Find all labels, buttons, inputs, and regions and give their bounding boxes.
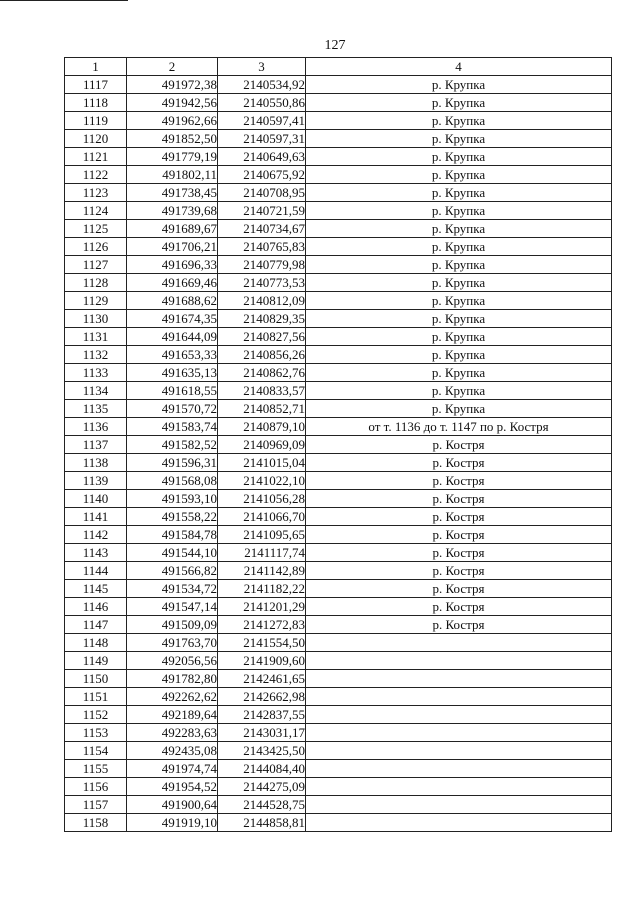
y-coordinate-cell: 2140734,67 <box>218 220 306 238</box>
y-coordinate-cell: 2140534,92 <box>218 76 306 94</box>
coordinates-table <box>64 57 612 832</box>
table-row <box>65 508 612 526</box>
y-coordinate-cell: 2141056,28 <box>218 490 306 508</box>
point-number-cell: 1126 <box>65 238 127 256</box>
x-coordinate-cell: 491570,72 <box>127 400 218 418</box>
description-cell: р. Костря <box>306 580 612 598</box>
x-coordinate-cell: 491696,33 <box>127 256 218 274</box>
table-row <box>65 544 612 562</box>
description-cell: р. Костря <box>306 472 612 490</box>
y-coordinate-cell: 2143425,50 <box>218 742 306 760</box>
description-cell <box>306 778 612 796</box>
point-number-cell: 1156 <box>65 778 127 796</box>
table-row <box>65 112 612 130</box>
scan-edge-line <box>0 0 128 1</box>
table-row <box>65 760 612 778</box>
point-number-cell: 1139 <box>65 472 127 490</box>
x-coordinate-cell: 491852,50 <box>127 130 218 148</box>
description-cell: р. Крупка <box>306 328 612 346</box>
point-number-cell: 1135 <box>65 400 127 418</box>
description-cell <box>306 706 612 724</box>
point-number-cell: 1120 <box>65 130 127 148</box>
table-row <box>65 796 612 814</box>
x-coordinate-cell: 492262,62 <box>127 688 218 706</box>
point-number-cell: 1147 <box>65 616 127 634</box>
point-number-cell: 1130 <box>65 310 127 328</box>
y-coordinate-cell: 2141182,22 <box>218 580 306 598</box>
x-coordinate-cell: 491509,09 <box>127 616 218 634</box>
table-row <box>65 184 612 202</box>
y-coordinate-cell: 2142837,55 <box>218 706 306 724</box>
description-cell <box>306 634 612 652</box>
y-coordinate-cell: 2140597,31 <box>218 130 306 148</box>
table-row <box>65 652 612 670</box>
y-coordinate-cell: 2140969,09 <box>218 436 306 454</box>
x-coordinate-cell: 491653,33 <box>127 346 218 364</box>
table-row <box>65 724 612 742</box>
description-cell: р. Костря <box>306 562 612 580</box>
x-coordinate-cell: 492189,64 <box>127 706 218 724</box>
point-number-cell: 1124 <box>65 202 127 220</box>
description-cell: р. Крупка <box>306 274 612 292</box>
description-cell: р. Крупка <box>306 292 612 310</box>
y-coordinate-cell: 2141554,50 <box>218 634 306 652</box>
table-row <box>65 202 612 220</box>
x-coordinate-cell: 491900,64 <box>127 796 218 814</box>
description-cell: р. Крупка <box>306 400 612 418</box>
x-coordinate-cell: 491584,78 <box>127 526 218 544</box>
description-cell: р. Крупка <box>306 364 612 382</box>
point-number-cell: 1121 <box>65 148 127 166</box>
x-coordinate-cell: 491689,67 <box>127 220 218 238</box>
x-coordinate-cell: 491782,80 <box>127 670 218 688</box>
x-coordinate-cell: 492056,56 <box>127 652 218 670</box>
table-row <box>65 562 612 580</box>
description-cell: р. Крупка <box>306 184 612 202</box>
table-row <box>65 418 612 436</box>
x-coordinate-cell: 491688,62 <box>127 292 218 310</box>
description-cell: р. Крупка <box>306 130 612 148</box>
point-number-cell: 1154 <box>65 742 127 760</box>
description-cell: р. Крупка <box>306 220 612 238</box>
header-cell-x-coordinate: 2 <box>127 58 218 76</box>
y-coordinate-cell: 2142461,65 <box>218 670 306 688</box>
table-row <box>65 814 612 832</box>
y-coordinate-cell: 2140721,59 <box>218 202 306 220</box>
x-coordinate-cell: 491674,35 <box>127 310 218 328</box>
y-coordinate-cell: 2141117,74 <box>218 544 306 562</box>
table-header-row <box>65 58 612 76</box>
y-coordinate-cell: 2141066,70 <box>218 508 306 526</box>
y-coordinate-cell: 2140862,76 <box>218 364 306 382</box>
table-row <box>65 688 612 706</box>
description-cell: р. Крупка <box>306 148 612 166</box>
table-row <box>65 256 612 274</box>
point-number-cell: 1146 <box>65 598 127 616</box>
table-row <box>65 670 612 688</box>
y-coordinate-cell: 2140765,83 <box>218 238 306 256</box>
header-cell-y-coordinate: 3 <box>218 58 306 76</box>
table-row <box>65 310 612 328</box>
point-number-cell: 1145 <box>65 580 127 598</box>
y-coordinate-cell: 2141142,89 <box>218 562 306 580</box>
description-cell: р. Крупка <box>306 310 612 328</box>
y-coordinate-cell: 2142662,98 <box>218 688 306 706</box>
table-row <box>65 346 612 364</box>
point-number-cell: 1141 <box>65 508 127 526</box>
table-row <box>65 166 612 184</box>
description-cell: р. Крупка <box>306 166 612 184</box>
x-coordinate-cell: 491706,21 <box>127 238 218 256</box>
table-row <box>65 238 612 256</box>
table-row <box>65 130 612 148</box>
y-coordinate-cell: 2144528,75 <box>218 796 306 814</box>
x-coordinate-cell: 492435,08 <box>127 742 218 760</box>
point-number-cell: 1132 <box>65 346 127 364</box>
table-row <box>65 490 612 508</box>
x-coordinate-cell: 491942,56 <box>127 94 218 112</box>
table-row <box>65 274 612 292</box>
description-cell: от т. 1136 до т. 1147 по р. Костря <box>306 418 612 436</box>
point-number-cell: 1128 <box>65 274 127 292</box>
table-row <box>65 382 612 400</box>
point-number-cell: 1155 <box>65 760 127 778</box>
point-number-cell: 1129 <box>65 292 127 310</box>
x-coordinate-cell: 491669,46 <box>127 274 218 292</box>
y-coordinate-cell: 2140827,56 <box>218 328 306 346</box>
table-row <box>65 598 612 616</box>
y-coordinate-cell: 2141909,60 <box>218 652 306 670</box>
table-row <box>65 436 612 454</box>
y-coordinate-cell: 2140675,92 <box>218 166 306 184</box>
description-cell: р. Костря <box>306 526 612 544</box>
y-coordinate-cell: 2141272,83 <box>218 616 306 634</box>
x-coordinate-cell: 491644,09 <box>127 328 218 346</box>
y-coordinate-cell: 2144858,81 <box>218 814 306 832</box>
point-number-cell: 1122 <box>65 166 127 184</box>
x-coordinate-cell: 491954,52 <box>127 778 218 796</box>
description-cell <box>306 814 612 832</box>
table-row <box>65 364 612 382</box>
description-cell: р. Костря <box>306 544 612 562</box>
point-number-cell: 1123 <box>65 184 127 202</box>
point-number-cell: 1117 <box>65 76 127 94</box>
table-row <box>65 616 612 634</box>
table-row <box>65 634 612 652</box>
table-row <box>65 400 612 418</box>
description-cell: р. Костря <box>306 508 612 526</box>
table-row <box>65 292 612 310</box>
x-coordinate-cell: 491635,13 <box>127 364 218 382</box>
description-cell: р. Крупка <box>306 256 612 274</box>
x-coordinate-cell: 491962,66 <box>127 112 218 130</box>
point-number-cell: 1118 <box>65 94 127 112</box>
table-row <box>65 778 612 796</box>
table-row <box>65 76 612 94</box>
description-cell <box>306 760 612 778</box>
y-coordinate-cell: 2140649,63 <box>218 148 306 166</box>
point-number-cell: 1148 <box>65 634 127 652</box>
x-coordinate-cell: 491738,45 <box>127 184 218 202</box>
point-number-cell: 1150 <box>65 670 127 688</box>
x-coordinate-cell: 491583,74 <box>127 418 218 436</box>
table-row <box>65 742 612 760</box>
description-cell <box>306 742 612 760</box>
x-coordinate-cell: 491763,70 <box>127 634 218 652</box>
point-number-cell: 1153 <box>65 724 127 742</box>
x-coordinate-cell: 492283,63 <box>127 724 218 742</box>
y-coordinate-cell: 2141015,04 <box>218 454 306 472</box>
description-cell: р. Крупка <box>306 382 612 400</box>
y-coordinate-cell: 2143031,17 <box>218 724 306 742</box>
description-cell: р. Костря <box>306 490 612 508</box>
y-coordinate-cell: 2140879,10 <box>218 418 306 436</box>
description-cell: р. Крупка <box>306 94 612 112</box>
table-row <box>65 472 612 490</box>
point-number-cell: 1151 <box>65 688 127 706</box>
description-cell: р. Крупка <box>306 238 612 256</box>
y-coordinate-cell: 2140856,26 <box>218 346 306 364</box>
x-coordinate-cell: 491618,55 <box>127 382 218 400</box>
y-coordinate-cell: 2140779,98 <box>218 256 306 274</box>
x-coordinate-cell: 491596,31 <box>127 454 218 472</box>
point-number-cell: 1158 <box>65 814 127 832</box>
y-coordinate-cell: 2140550,86 <box>218 94 306 112</box>
description-cell: р. Костря <box>306 598 612 616</box>
point-number-cell: 1140 <box>65 490 127 508</box>
point-number-cell: 1149 <box>65 652 127 670</box>
y-coordinate-cell: 2144084,40 <box>218 760 306 778</box>
description-cell: р. Крупка <box>306 112 612 130</box>
point-number-cell: 1144 <box>65 562 127 580</box>
x-coordinate-cell: 491972,38 <box>127 76 218 94</box>
point-number-cell: 1157 <box>65 796 127 814</box>
point-number-cell: 1134 <box>65 382 127 400</box>
y-coordinate-cell: 2140829,35 <box>218 310 306 328</box>
point-number-cell: 1152 <box>65 706 127 724</box>
point-number-cell: 1131 <box>65 328 127 346</box>
x-coordinate-cell: 491593,10 <box>127 490 218 508</box>
y-coordinate-cell: 2140852,71 <box>218 400 306 418</box>
description-cell <box>306 796 612 814</box>
description-cell: р. Крупка <box>306 346 612 364</box>
description-cell: р. Крупка <box>306 202 612 220</box>
y-coordinate-cell: 2141095,65 <box>218 526 306 544</box>
y-coordinate-cell: 2141022,10 <box>218 472 306 490</box>
x-coordinate-cell: 491779,19 <box>127 148 218 166</box>
x-coordinate-cell: 491547,14 <box>127 598 218 616</box>
point-number-cell: 1119 <box>65 112 127 130</box>
x-coordinate-cell: 491566,82 <box>127 562 218 580</box>
table-row <box>65 328 612 346</box>
description-cell: р. Костря <box>306 436 612 454</box>
y-coordinate-cell: 2140708,95 <box>218 184 306 202</box>
description-cell <box>306 652 612 670</box>
description-cell <box>306 724 612 742</box>
point-number-cell: 1127 <box>65 256 127 274</box>
x-coordinate-cell: 491582,52 <box>127 436 218 454</box>
x-coordinate-cell: 491919,10 <box>127 814 218 832</box>
x-coordinate-cell: 491534,72 <box>127 580 218 598</box>
table-row <box>65 526 612 544</box>
point-number-cell: 1138 <box>65 454 127 472</box>
x-coordinate-cell: 491568,08 <box>127 472 218 490</box>
table-row <box>65 220 612 238</box>
description-cell: р. Костря <box>306 454 612 472</box>
y-coordinate-cell: 2140833,57 <box>218 382 306 400</box>
header-cell-description: 4 <box>306 58 612 76</box>
point-number-cell: 1136 <box>65 418 127 436</box>
point-number-cell: 1137 <box>65 436 127 454</box>
y-coordinate-cell: 2144275,09 <box>218 778 306 796</box>
table-row <box>65 580 612 598</box>
table-body <box>65 76 612 832</box>
point-number-cell: 1142 <box>65 526 127 544</box>
description-cell <box>306 670 612 688</box>
y-coordinate-cell: 2140773,53 <box>218 274 306 292</box>
description-cell: р. Костря <box>306 616 612 634</box>
y-coordinate-cell: 2140597,41 <box>218 112 306 130</box>
x-coordinate-cell: 491739,68 <box>127 202 218 220</box>
page-number: 127 <box>324 38 346 53</box>
x-coordinate-cell: 491802,11 <box>127 166 218 184</box>
table-row <box>65 454 612 472</box>
point-number-cell: 1125 <box>65 220 127 238</box>
table-row <box>65 706 612 724</box>
x-coordinate-cell: 491544,10 <box>127 544 218 562</box>
header-cell-point-number: 1 <box>65 58 127 76</box>
x-coordinate-cell: 491974,74 <box>127 760 218 778</box>
description-cell: р. Крупка <box>306 76 612 94</box>
x-coordinate-cell: 491558,22 <box>127 508 218 526</box>
point-number-cell: 1133 <box>65 364 127 382</box>
y-coordinate-cell: 2140812,09 <box>218 292 306 310</box>
y-coordinate-cell: 2141201,29 <box>218 598 306 616</box>
table-row <box>65 94 612 112</box>
description-cell <box>306 688 612 706</box>
table-row <box>65 148 612 166</box>
point-number-cell: 1143 <box>65 544 127 562</box>
